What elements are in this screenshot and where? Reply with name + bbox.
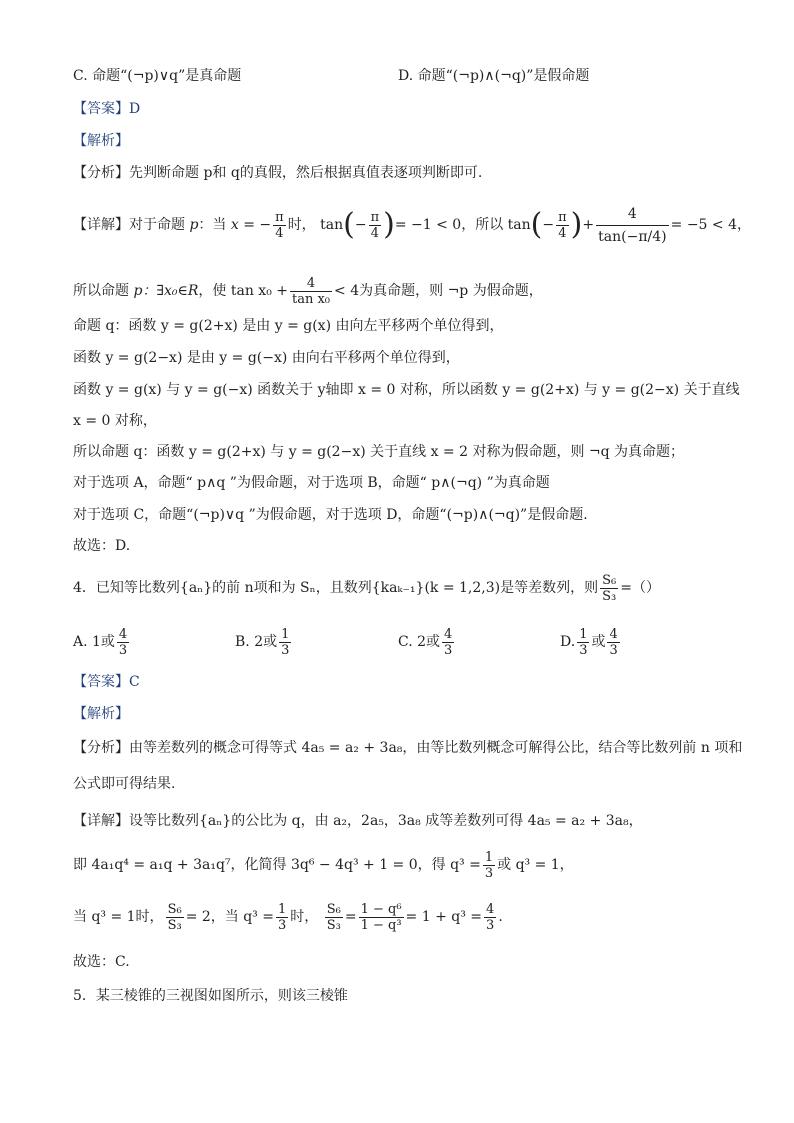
analysis-tag: 【解析】 — [73, 133, 129, 149]
pi-over-4-b: $\frac{\pi}{4}$ — [370, 209, 380, 241]
detail-mid: ：当 — [198, 217, 227, 233]
question-5-stem: 5．某三棱锥的三视图如图所示，则该三棱锥 — [73, 988, 348, 1004]
question-4-stem: 4．已知等比数列{aₙ}的前 n项和为 Sₙ，且数列{kaₖ₋₁}(k = 1,2,3)是等差数列，则 $\frac{\text{S₆}}{\text{S₃}}$ =（） — [73, 572, 660, 604]
detail-2c: 当 q³ = 1时， $\frac{\text{S₆}}{\text{S₃}}$ = 2，当 q³ = $\frac{1}{3}$ 时， $\frac{\text{S₆}}{\text{S₃}}$ = $\frac{\text{1 − q⁶}}{\text{1 − q³}}$ = 1 + q³ = $\frac{4}{3}$ . — [73, 901, 503, 933]
choose-line-2: 故选：C. — [73, 954, 130, 970]
q-line-4: x = 0 对称， — [73, 413, 157, 429]
option-d-prev: D. 命题“(¬p)∧(¬q)”是假命题 — [398, 68, 590, 84]
prop-p: p — [189, 217, 199, 233]
four-over-tan: $\frac{4}{\tan(-\pi/4)}$ — [596, 203, 669, 248]
options-cd-line: 对于选项 C，命题“(¬p)∨q ”为假命题，对于选项 D，命题“(¬p)∧(¬q)”是假命题. — [73, 507, 588, 523]
x-eq: x = − — [230, 217, 272, 233]
tan-label: tan — [320, 217, 344, 233]
q-line-1: 命题 q：函数 y = g(2+x) 是由 y = g(x) 由向左平移两个单位得到， — [73, 318, 504, 334]
q4-option-a: A. 1或 $\frac{4}{3}$ — [73, 626, 128, 658]
analysis-text-2b: 公式即可得结果. — [73, 776, 176, 792]
answer-tag: 【答案】D — [73, 101, 141, 117]
q4-option-d: D. $\frac{1}{3}$ 或 $\frac{4}{3}$ — [560, 626, 618, 658]
pi-over-4: $\frac{\pi}{4}$ — [275, 209, 284, 241]
tan-result: = −1 < 0，所以 — [394, 217, 504, 233]
analysis-text: 【分析】先判断命题 p和 q的真假，然后根据真值表逐项判断即可. — [73, 165, 483, 181]
q4-option-b: B. 2或 $\frac{1}{3}$ — [235, 626, 290, 658]
p-true-line: 所以命题 p：∃x₀∈R，使 tan x₀ + $\frac{4}{\text{tan x₀}}$ < 4为真命题，则 ¬p 为假命题， — [73, 275, 543, 307]
q-line-3: 函数 y = g(x) 与 y = g(−x) 函数关于 y轴即 x = 0 对称，所以函数 y = g(2+x) 与 y = g(2−x) 关于直线 — [73, 382, 740, 398]
sum-result: = −5 < 4 — [670, 217, 737, 233]
s6-over-s3: $\frac{\text{S₆}}{\text{S₃}}$ — [602, 572, 617, 604]
option-c-prev: C. 命题“(¬p)∨q”是真命题 — [73, 68, 242, 84]
detail-prefix: 【详解】对于命题 — [73, 217, 185, 233]
q-line-5: 所以命题 q：函数 y = g(2+x) 与 y = g(2−x) 关于直线 x = 2 对称为假命题，则 ¬q 为真命题； — [73, 444, 685, 460]
options-ab-line: 对于选项 A，命题“ p∧q ”为假命题，对于选项 B，命题“ p∧(¬q) ”为真命题 — [73, 475, 550, 491]
four-over-tan-x0: $\frac{4}{\text{tan x₀}}$ — [292, 275, 331, 307]
analysis-text-2a: 【分析】由等差数列的概念可得等式 4a₅ = a₂ + 3a₈，由等比数列概念可解得公比，结合等比数列前 n 项和 — [73, 740, 743, 756]
analysis-tag-2: 【解析】 — [73, 706, 129, 722]
choose-line-1: 故选：D. — [73, 538, 131, 554]
q4-option-c: C. 2或 $\frac{4}{3}$ — [398, 626, 453, 658]
detail-line-1: 【详解】对于命题 p：当 x = − $\frac{\pi}{4}$ 时， tan(− $\frac{\pi}{4}$ )= −1 < 0，所以 tan(− $\frac{\pi}{4}$ )+ $\frac{4}{\tan(-\pi/4)}$ = −5 < 4， — [73, 200, 734, 260]
answer-tag-2: 【答案】C — [73, 674, 140, 690]
q-line-2: 函数 y = g(2−x) 是由 y = g(−x) 由向右平移两个单位得到， — [73, 350, 460, 366]
detail-2a: 【详解】设等比数列{aₙ}的公比为 q，由 a₂，2a₅，3a₈ 成等差数列可得 4a₅ = a₂ + 3a₈， — [73, 813, 643, 829]
detail-2b: 即 4a₁q⁴ = a₁q + 3a₁q⁷，化简得 3q⁶ − 4q³ + 1 = 0，得 q³ = $\frac{1}{3}$ 或 q³ = 1， — [73, 849, 574, 881]
